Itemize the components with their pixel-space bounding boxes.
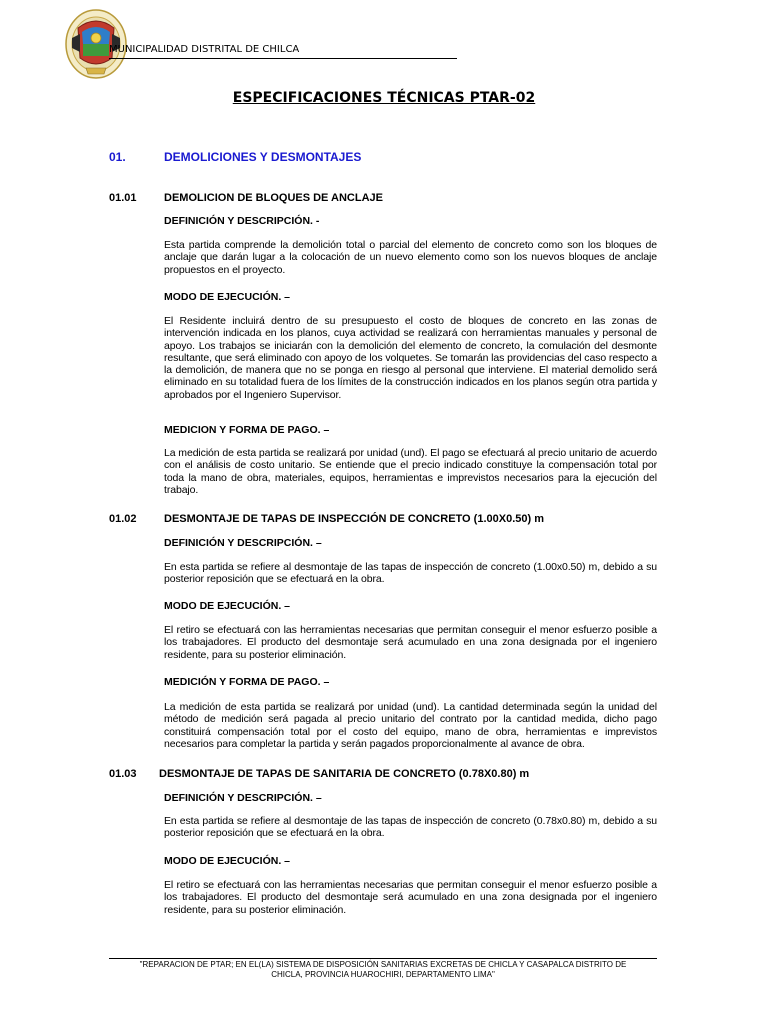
section-number: 01. (109, 150, 126, 164)
item-heading (109, 513, 544, 525)
item-title: DESMONTAJE DE TAPAS DE INSPECCIÓN DE CONCRETO (1.00X0.50) m (164, 513, 544, 525)
definition-text: En esta partida se refiere al desmontaje de las tapas de inspección de concreto (1.00x0.50) m, debido a su posterior reposición que se efectuará en la obra. (164, 561, 657, 586)
municipality-name: MUNICIPALIDAD DISTRITAL DE CHILCA (109, 44, 300, 55)
execution-heading: MODO DE EJECUCIÓN. – (164, 600, 291, 612)
execution-heading: MODO DE EJECUCIÓN. – (164, 855, 291, 867)
footer-divider (109, 958, 657, 959)
item-title: DEMOLICION DE BLOQUES DE ANCLAJE (164, 192, 383, 204)
item-heading (109, 768, 529, 780)
document-title: ESPECIFICACIONES TÉCNICAS PTAR-02 (232, 90, 536, 106)
item-number: 01.01 (109, 192, 137, 204)
definition-text: En esta partida se refiere al desmontaje de las tapas de inspección de concreto (0.78x0.80) m, debido a su posterior reposición que se efectuará en la obra. (164, 815, 657, 840)
item-number: 01.02 (109, 513, 137, 525)
item-number: 01.03 (109, 768, 137, 780)
item-title: DESMONTAJE DE TAPAS DE SANITARIA DE CONCRETO (0.78X0.80) m (159, 768, 530, 780)
definition-heading: DEFINICIÓN Y DESCRIPCIÓN. – (164, 537, 322, 549)
header-divider (109, 58, 457, 59)
footer (109, 960, 657, 980)
payment-text: La medición de esta partida se realizará por unidad (und). La cantidad determinada según la unidad del método de medición será pagada al precio unitario del contrato por la cantidad medida, dicho pago constituirá compensación total por el costo del equipo, mano de obra, herramientas e imprevistos necesarios para completar la partida y serán pagados proporcionalmente al avance de obra. (164, 701, 657, 750)
execution-text: El Residente incluirá dentro de su presupuesto el costo de bloques de concreto en las zonas de intervención indicada en los planos, cuya actividad se realizará con herramientas manuales y personal de apoyo. Los trabajos se iniciarán con la demolición del elemento de concreto, la comulación del desmonte resultante, que será eliminado con apoyo de los volquetes. Se tomarán las providencias del caso respecto a la demolición, de manera que no se ponga en riesgo al personal que interviene. El material demolido será eliminado en su totalidad fuera de los límites de la construcción indicados en los planos según otra partida y aprobados por el Ingeniero Supervisor. (164, 315, 657, 401)
execution-text: El retiro se efectuará con las herramientas necesarias que permitan conseguir el menor esfuerzo posible a los trabajadores. El producto del desmontaje será acumulado en una zona designada por el ingeniero residente, para su posterior eliminación. (164, 624, 657, 661)
payment-heading: MEDICIÓN Y FORMA DE PAGO. – (164, 676, 330, 688)
definition-text: Esta partida comprende la demolición total o parcial del elemento de concreto como son los bloques de anclaje que darán lugar a la colocación de un nuevo elemento como son los nuevos bloques de anclaje propuestos en el proyecto. (164, 239, 657, 276)
execution-heading: MODO DE EJECUCIÓN. – (164, 291, 291, 303)
payment-text: La medición de esta partida se realizará por unidad (und). El pago se efectuará al precio unitario de acuerdo con el análisis de costo unitario. Se entiende que el precio indicado constituye la compensación total por toda la mano de obra, materiales, equipos, herramientas e imprevistos necesarios para la ejecución del trabajo. (164, 447, 657, 496)
footer-line-2: CHICLA, PROVINCIA HUAROCHIRI, DEPARTAMENTO LIMA" (271, 970, 495, 979)
execution-text: El retiro se efectuará con las herramientas necesarias que permitan conseguir el menor esfuerzo posible a los trabajadores. El producto del desmontaje será acumulado en una zona designada por el ingeniero residente, para su posterior eliminación. (164, 879, 657, 916)
payment-heading: MEDICION Y FORMA DE PAGO. – (164, 424, 330, 436)
section-heading (109, 150, 361, 164)
definition-heading: DEFINICIÓN Y DESCRIPCIÓN. – (164, 792, 322, 804)
item-heading (109, 192, 383, 204)
section-title: DEMOLICIONES Y DESMONTAJES (164, 150, 362, 164)
definition-heading: DEFINICIÓN Y DESCRIPCIÓN. - (164, 215, 320, 227)
footer-line-1: "REPARACION DE PTAR; EN EL(LA) SISTEMA DE DISPOSICIÓN SANITARIAS EXCRETAS DE CHICLA Y CASAPALCA DISTRITO DE (139, 960, 627, 969)
